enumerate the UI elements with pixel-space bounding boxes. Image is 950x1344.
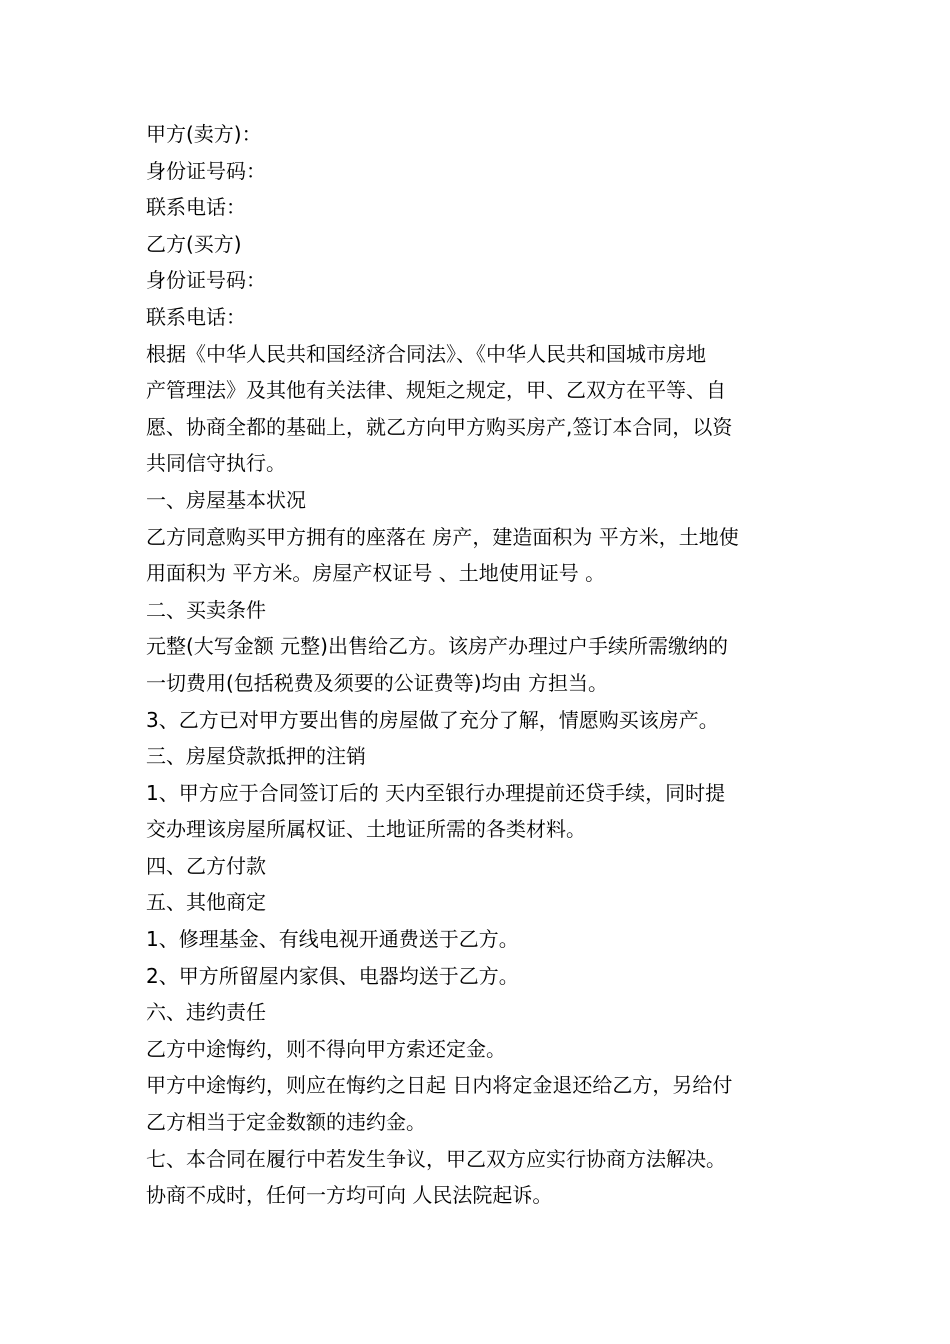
section-7-text-line: 协商不成时，任何一方均可向 人民法院起诉。 xyxy=(146,1183,553,1208)
section-3-text-line: 1、甲方应于合同签订后的 天内至银行办理提前还贷手续，同时提 xyxy=(146,780,726,805)
preamble-line: 愿、协商全都的基础上，就乙方向甲方购买房产,签订本合同，以资 xyxy=(146,414,733,439)
section-4-heading: 四、乙方付款 xyxy=(146,853,266,878)
contract-body xyxy=(146,116,810,1214)
section-5-item-1: 1、修理基金、有线电视开通费送于乙方。 xyxy=(146,927,519,952)
section-7-text-line: 七、本合同在履行中若发生争议，甲乙双方应实行协商方法解决。 xyxy=(146,1146,726,1171)
section-3-heading: 三、房屋贷款抵押的注销 xyxy=(146,744,366,769)
section-5-item-2: 2、甲方所留屋内家俱、电器均送于乙方。 xyxy=(146,963,519,988)
preamble-paragraph xyxy=(146,336,810,482)
section-1-heading: 一、房屋基本状况 xyxy=(146,487,306,512)
section-3-text-line: 交办理该房屋所属权证、土地证所需的各类材料。 xyxy=(146,817,586,842)
section-6-heading: 六、违约责任 xyxy=(146,1000,266,1025)
section-2-item-3: 3、乙方已对甲方要出售的房屋做了充分了解，情愿购买该房产。 xyxy=(146,707,719,732)
party-b-label: 乙方(买方) xyxy=(146,231,242,256)
section-1-text-line: 用面积为 平方米。房屋产权证号 、土地使用证号 。 xyxy=(146,561,606,586)
section-6-text-line: 甲方中途悔约，则应在悔约之日起 日内将定金退还给乙方，另给付 xyxy=(146,1073,733,1098)
section-6-line-1: 乙方中途悔约，则不得向甲方索还定金。 xyxy=(146,1036,506,1061)
section-2-heading: 二、买卖条件 xyxy=(146,597,266,622)
preamble-line: 根据《中华人民共和国经济合同法》、《中华人民共和国城市房地 xyxy=(146,341,706,366)
preamble-line: 产管理法》及其他有关法律、规矩之规定，甲、乙双方在平等、自 xyxy=(146,378,726,403)
party-b-phone-label: 联系电话： xyxy=(146,304,246,329)
party-a-label: 甲方(卖方)： xyxy=(146,122,262,146)
section-1-text-line: 乙方同意购买甲方拥有的座落在 房产，建造面积为 平方米，土地使 xyxy=(146,524,739,549)
party-a-id-label: 身份证号码： xyxy=(146,158,266,183)
preamble-line: 共同信守执行。 xyxy=(146,451,286,476)
section-2-text-line: 元整(大写金额 元整)出售给乙方。该房产办理过户手续所需缴纳的 xyxy=(146,634,728,659)
party-a-phone-label: 联系电话： xyxy=(146,195,246,220)
party-b-id-label: 身份证号码： xyxy=(146,268,266,293)
section-6-text-line: 乙方相当于定金数额的违约金。 xyxy=(146,1110,426,1135)
section-2-text-line: 一切费用(包括税费及须要的公证费等)均由 方担当。 xyxy=(146,670,608,695)
section-5-heading: 五、其他商定 xyxy=(146,890,266,915)
